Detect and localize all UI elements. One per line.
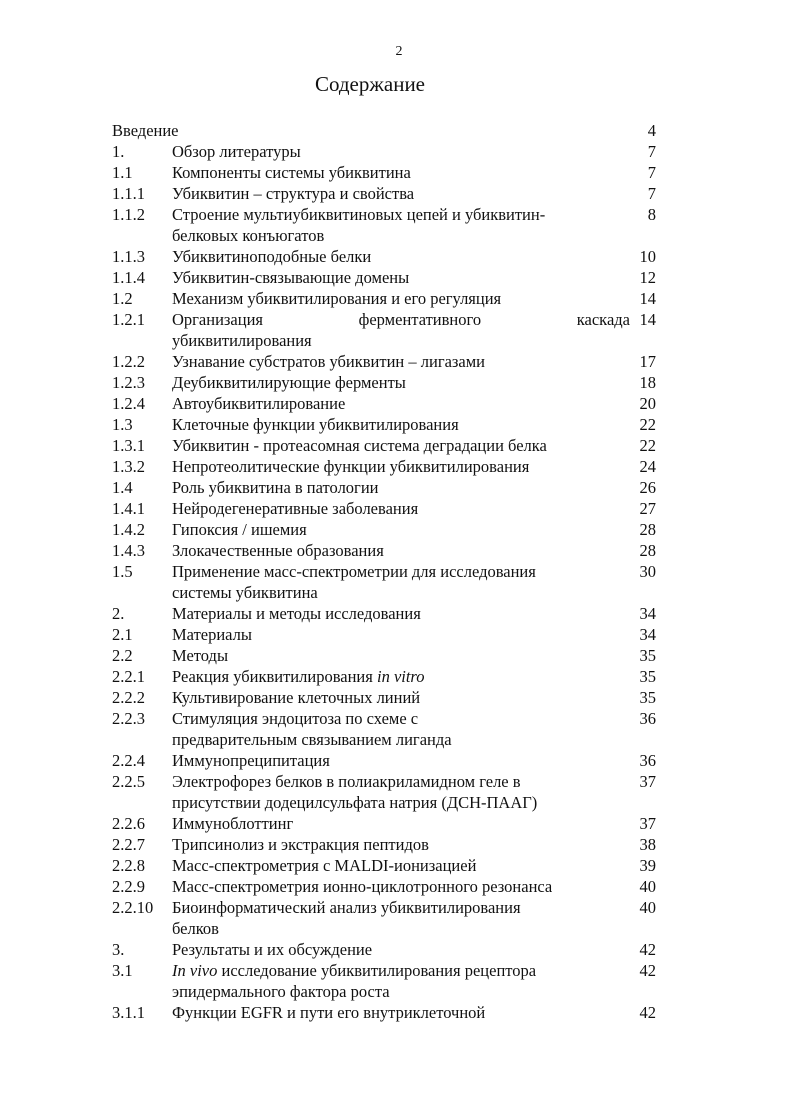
toc-entry-number: 2.2 (112, 646, 133, 665)
toc-entry (112, 372, 660, 393)
toc-entry-page: 40 (639, 898, 656, 917)
toc-entry (112, 351, 660, 372)
toc-entry-page: 42 (639, 961, 656, 980)
toc-entry-number: 2.2.7 (112, 835, 145, 854)
toc-entry (112, 477, 660, 498)
toc-entry-page: 22 (639, 436, 656, 455)
toc-entry-page: 14 (639, 289, 656, 308)
toc-entry (112, 393, 660, 414)
toc-entry-title: Иммуноблоттинг (172, 814, 294, 833)
toc-entry-number: 1.2.2 (112, 352, 145, 371)
toc-entry-title: Убиквитиноподобные белки (172, 247, 372, 266)
toc-entry-number: 1.4.1 (112, 499, 145, 518)
toc-entry-title: Биоинформатический анализ убиквитилирования (172, 898, 521, 917)
toc-entry-title-continuation: белков (172, 919, 219, 938)
toc-entry (112, 1002, 660, 1023)
toc-entry-number: 2. (112, 604, 125, 623)
toc-entry (112, 666, 660, 687)
toc-entry-number: 1.5 (112, 562, 133, 581)
toc-entry-page: 36 (639, 751, 656, 770)
toc-entry-title: Роль убиквитина в патологии (172, 478, 379, 497)
toc-entry (112, 687, 660, 708)
toc-entry (112, 834, 660, 855)
toc-entry-title: Механизм убиквитилирования и его регуляция (172, 289, 502, 308)
toc-entry-number: 2.2.2 (112, 688, 145, 707)
toc-entry (112, 708, 660, 729)
toc-entry-title: Иммунопреципитация (172, 751, 330, 770)
toc-entry (112, 288, 660, 309)
toc-entry-number: 3. (112, 940, 125, 959)
toc-entry-page: 7 (647, 184, 656, 203)
toc-entry-page: 22 (639, 415, 656, 434)
toc-entry-title: Электрофорез белков в полиакриламидном геле в (172, 772, 521, 791)
toc-entry (112, 267, 660, 288)
toc-entry-title: Функции EGFR и пути его внутриклеточной (172, 1003, 486, 1022)
toc-entry-page: 35 (639, 688, 656, 707)
toc-entry (112, 876, 660, 897)
toc-entry-page: 34 (639, 625, 656, 644)
toc-entry-number: 2.1 (112, 625, 133, 644)
toc-entry-number: 1.1.3 (112, 247, 145, 266)
toc-entry-page: 37 (639, 814, 656, 833)
toc-entry-page: 8 (647, 205, 656, 224)
page-title: Содержание (314, 72, 426, 96)
toc-entry-number: 2.2.6 (112, 814, 145, 833)
toc-entry-number: 2.2.3 (112, 709, 145, 728)
toc-entry-number: 1.3.1 (112, 436, 145, 455)
toc-entry-title: Масс-спектрометрия ионно-циклотронного резонанса (172, 877, 553, 896)
toc-entry-page: 14 (639, 310, 656, 329)
toc-entry-page: 12 (639, 268, 656, 287)
toc-entry-page: 30 (639, 562, 656, 581)
toc-entry-title: Компоненты системы убиквитина (172, 163, 411, 182)
toc-entry (112, 414, 660, 435)
toc-entry-page: 37 (639, 772, 656, 791)
toc-entry-title: Результаты и их обсуждение (172, 940, 373, 959)
toc-entry (112, 435, 660, 456)
toc-entry-title: Строение мультиубиквитиновых цепей и убиквитин- (172, 205, 546, 224)
toc-entry-number: 2.2.8 (112, 856, 145, 875)
toc-entry-page: 40 (639, 877, 656, 896)
toc-entry (112, 498, 660, 519)
page-number: 2 (395, 44, 403, 59)
toc-entry-title-italic: In vivo (172, 961, 218, 980)
toc-entry (112, 897, 660, 918)
toc-entry-title-text: Реакция убиквитилирования (172, 667, 373, 686)
toc-entry-page: 27 (639, 499, 656, 518)
toc-entry-number: 2.2.10 (112, 898, 154, 917)
toc-entry-title-continuation: предварительным связыванием лиганда (172, 730, 452, 749)
toc-entry-page: 42 (639, 1003, 656, 1022)
toc-entry (112, 456, 660, 477)
toc-entry-number: 1.2.1 (112, 310, 145, 329)
toc-entry (112, 141, 660, 162)
toc-entry-page: 18 (639, 373, 656, 392)
toc-entry-number: 1.1.2 (112, 205, 145, 224)
toc-entry (112, 183, 660, 204)
toc-entry-title-continuation: системы убиквитина (172, 583, 318, 602)
toc-entry (112, 162, 660, 183)
toc-entry-number: 1. (112, 142, 125, 161)
toc-entry-page: 7 (647, 163, 656, 182)
toc-entry-page: 28 (639, 520, 656, 539)
toc-entry-number: 1.2 (112, 289, 133, 308)
toc-entry (112, 771, 660, 792)
toc-entry-title: Организация ферментативного каскада (172, 310, 630, 329)
toc-entry-number: 1.3.2 (112, 457, 145, 476)
toc-entry-number: 1.1.4 (112, 268, 145, 287)
toc-entry-page: 35 (639, 646, 656, 665)
toc-entry (112, 519, 660, 540)
toc-entry-number: 1.2.3 (112, 373, 145, 392)
toc-entry-title: Методы (172, 646, 229, 665)
toc-entry-title-continuation: белковых конъюгатов (172, 226, 325, 245)
toc-entry-title-continuation: убиквитилирования (172, 331, 312, 350)
toc-entry (112, 960, 660, 981)
toc-entry-number: 1.1.1 (112, 184, 145, 203)
toc-entry-page: 26 (639, 478, 656, 497)
toc-entry-title-continuation: эпидермального фактора роста (172, 982, 390, 1001)
toc-entry-page: 28 (639, 541, 656, 560)
toc-entry-number: 2.2.1 (112, 667, 145, 686)
toc-entry-page: 35 (639, 667, 656, 686)
toc-entry-number: 1.4.2 (112, 520, 145, 539)
toc-entry-page: 20 (639, 394, 656, 413)
toc-entry (112, 624, 660, 645)
toc-entry-title: Применение масс-спектрометрии для исследования (172, 562, 536, 581)
toc-entry-number: 1.3 (112, 415, 133, 434)
toc-entry-title: Материалы (172, 625, 252, 644)
toc-entry-title: Трипсинолиз и экстракция пептидов (172, 835, 429, 854)
toc-entry-title-text: исследование убиквитилирования рецептора (221, 961, 537, 980)
toc-entry (112, 855, 660, 876)
toc-entry (112, 750, 660, 771)
toc-entry (112, 540, 660, 561)
toc-entry-title-continuation: присутствии додецилсульфата натрия (ДСН-ПААГ) (172, 793, 538, 812)
toc-entry (112, 603, 660, 624)
toc-entry (112, 813, 660, 834)
toc-entry-number: 2.2.5 (112, 772, 145, 791)
toc-entry-title: Убиквитин – структура и свойства (172, 184, 415, 203)
toc-entry-number: 1.4 (112, 478, 133, 497)
toc-entry (112, 204, 660, 225)
toc-entry-title (172, 960, 630, 981)
toc-entry-number: 1.2.4 (112, 394, 145, 413)
toc-entry-title: Узнавание субстратов убиквитин – лигазами (172, 352, 486, 371)
toc-entry-page: 10 (639, 247, 656, 266)
toc-entry (112, 309, 660, 330)
toc-entry-title: Обзор литературы (172, 142, 301, 161)
toc-entry (112, 939, 660, 960)
toc-entry-number: 1.1 (112, 163, 133, 182)
toc-entry-page: 24 (639, 457, 656, 476)
toc-entry-title-italic: in vitro (376, 667, 425, 686)
toc-entry-number: 2.2.4 (112, 751, 145, 770)
toc-entry-title: Гипоксия / ишемия (172, 520, 307, 539)
toc-entry-page: 4 (647, 121, 656, 140)
toc-entry-title: Введение (112, 121, 179, 140)
toc-entry (112, 645, 660, 666)
toc-entry (112, 120, 660, 141)
toc-entry (112, 561, 660, 582)
toc-entry (112, 246, 660, 267)
toc-entry-number: 3.1 (112, 961, 133, 980)
toc-entry-page: 7 (647, 142, 656, 161)
toc-entry-page: 42 (639, 940, 656, 959)
toc-entry-title: Материалы и методы исследования (172, 604, 421, 623)
toc-entry-page: 17 (639, 352, 656, 371)
toc-entry-title: Стимуляция эндоцитоза по схеме с (172, 709, 419, 728)
toc-entry-page: 36 (639, 709, 656, 728)
toc-entry-page: 34 (639, 604, 656, 623)
toc-entry-title: Злокачественные образования (172, 541, 384, 560)
toc-entry-title: Клеточные функции убиквитилирования (172, 415, 459, 434)
table-of-contents (112, 120, 660, 1023)
toc-entry-title: Масс-спектрометрия с MALDI-ионизацией (172, 856, 477, 875)
toc-entry-title (172, 666, 630, 687)
toc-entry-title: Автоубиквитилирование (172, 394, 346, 413)
toc-entry-number: 1.4.3 (112, 541, 145, 560)
toc-entry-number: 2.2.9 (112, 877, 145, 896)
toc-entry-page: 38 (639, 835, 656, 854)
toc-entry-number: 3.1.1 (112, 1003, 145, 1022)
toc-entry-title: Деубиквитилирующие ферменты (172, 373, 406, 392)
toc-entry-title: Непротеолитические функции убиквитилирования (172, 457, 530, 476)
toc-entry-title: Культивирование клеточных линий (172, 688, 421, 707)
toc-entry-title: Нейродегенеративные заболевания (172, 499, 419, 518)
toc-entry-title: Убиквитин - протеасомная система деградации белка (172, 436, 547, 455)
toc-entry-title: Убиквитин-связывающие домены (172, 268, 410, 287)
toc-entry-page: 39 (639, 856, 656, 875)
